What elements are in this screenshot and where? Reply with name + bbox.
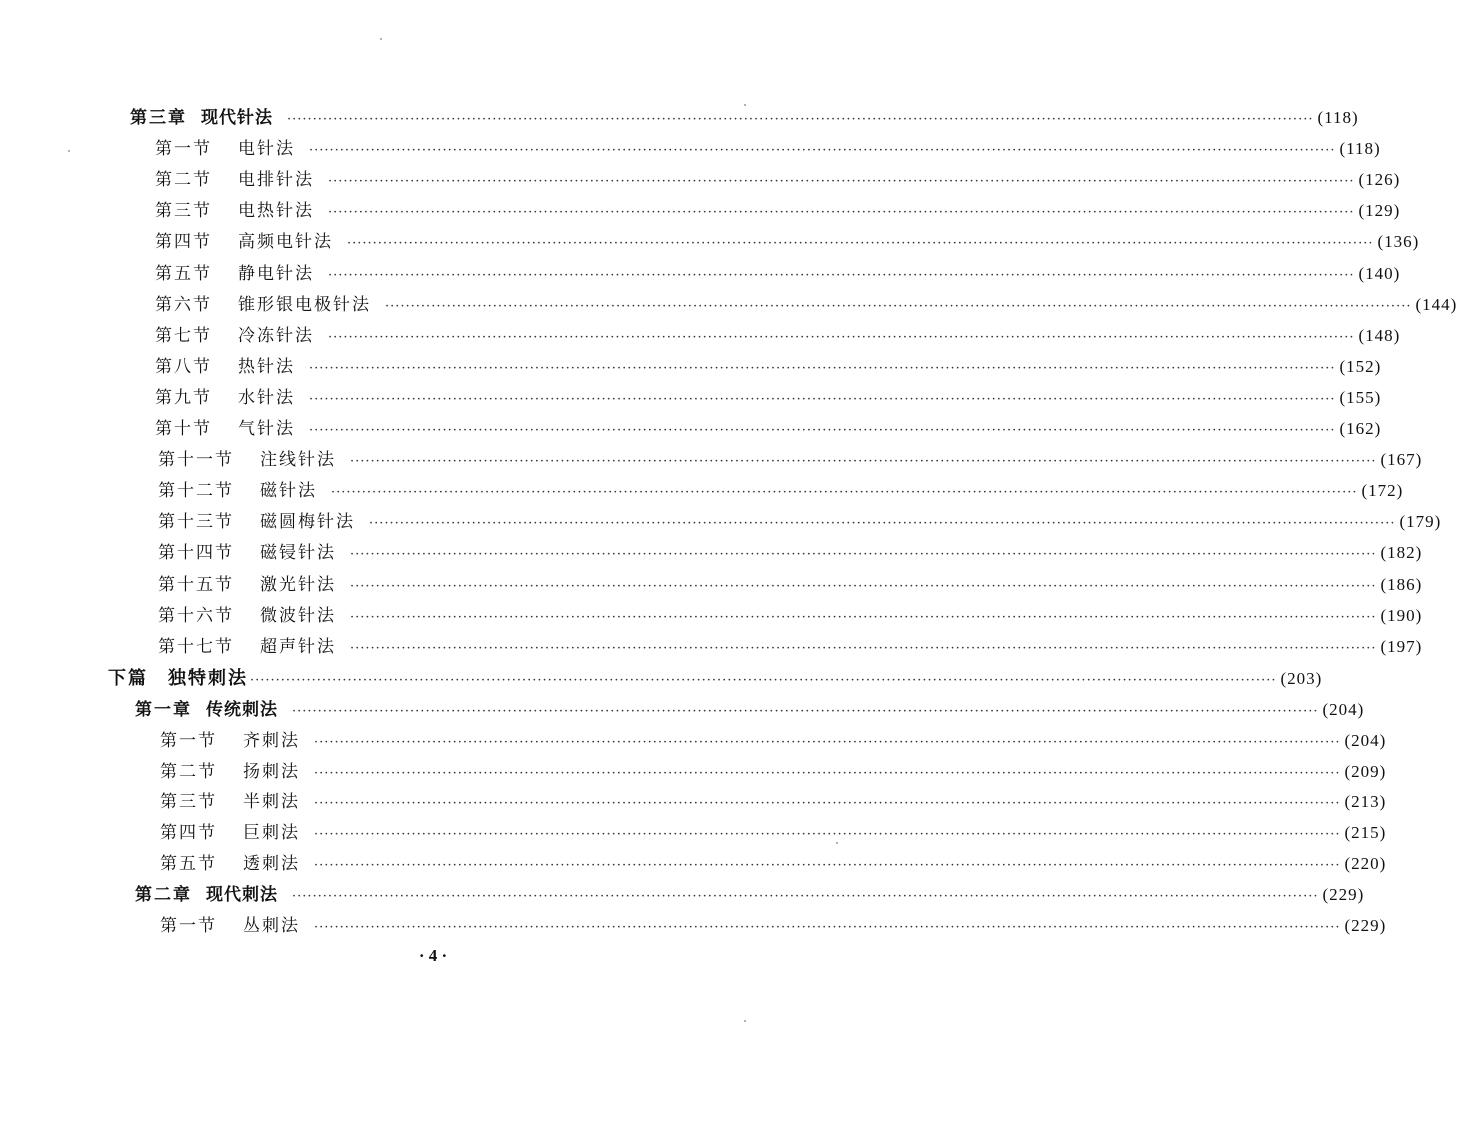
toc-entry-page: (220): [1344, 854, 1387, 873]
toc-entry-number: 第五节: [160, 854, 217, 874]
toc-entry-title: 透刺法: [243, 854, 300, 874]
toc-entry-title: 水针法: [238, 387, 295, 408]
toc-entry-title: 齐刺法: [243, 730, 300, 751]
toc-entry-title: 冷冻针法: [238, 325, 314, 346]
dot-leader: ········································································································································································································: [350, 578, 1377, 594]
toc-entry-page: (215): [1344, 823, 1387, 843]
toc-entry-title: 半刺法: [243, 792, 300, 813]
toc-section-entry[interactable]: [158, 508, 1442, 534]
scan-speck: [68, 150, 70, 152]
toc-section-entry[interactable]: [160, 727, 1387, 753]
dot-leader: ········································································································································································································: [314, 827, 1341, 843]
toc-entry-number: 第三章: [130, 108, 187, 128]
toc-entry-title: 电针法: [238, 139, 295, 160]
dot-leader: ········································································································································································································: [309, 391, 1336, 407]
toc-entry-number: 第十三节: [158, 512, 234, 533]
toc-entry-page: (144): [1415, 294, 1457, 314]
scan-speck: [744, 1020, 746, 1022]
dot-leader: ········································································································································································································: [350, 609, 1377, 625]
toc-entry-title: 气针法: [238, 419, 295, 439]
toc-section-entry[interactable]: [158, 477, 1404, 503]
toc-entry-number: 第一节: [160, 915, 217, 936]
toc-entry-number: 第十二节: [158, 481, 234, 502]
toc-entry-title: 独特刺法: [168, 668, 248, 689]
dot-leader: ········································································································································································································: [292, 888, 1319, 904]
toc-entry-page: (197): [1380, 636, 1423, 656]
toc-entry-number: 第七节: [155, 325, 212, 346]
toc-entry-title: 激光针法: [260, 574, 336, 595]
dot-leader: ········································································································································································································: [347, 236, 1374, 252]
toc-section-entry[interactable]: [155, 135, 1381, 161]
toc-part-entry[interactable]: [108, 665, 1323, 691]
toc-entry-page: (204): [1322, 700, 1365, 719]
dot-leader: ········································································································································································································: [314, 858, 1341, 873]
toc-entry-number: 第六节: [155, 294, 212, 315]
toc-entry-title: 超声针法: [260, 636, 336, 657]
toc-entry-number: 第十五节: [158, 574, 234, 595]
toc-entry-title: 现代刺法: [206, 884, 278, 905]
toc-entry-number: 第一章: [135, 700, 192, 720]
dot-leader: ········································································································································································································: [314, 796, 1341, 812]
toc-entry-page: (152): [1339, 356, 1382, 376]
toc-entry-page: (186): [1380, 574, 1423, 594]
toc-entry-page: (140): [1358, 263, 1401, 283]
toc-entry-number: 第四节: [160, 823, 217, 844]
dot-leader: ········································································································································································································: [287, 112, 1314, 127]
dot-leader: ········································································································································································································: [292, 704, 1319, 719]
toc-entry-number: 第十一节: [158, 450, 234, 471]
toc-entry-number: 第三节: [160, 792, 217, 813]
dot-leader: ········································································································································································································: [328, 329, 1355, 345]
dot-leader: ········································································································································································································: [314, 734, 1341, 750]
toc-entry-number: 第二节: [155, 170, 212, 191]
dot-leader: ········································································································································································································: [250, 673, 1277, 688]
toc-entry-page: (209): [1344, 761, 1387, 781]
toc-section-entry[interactable]: [155, 228, 1420, 254]
scan-speck: [744, 104, 746, 106]
dot-leader: ········································································································································································································: [350, 640, 1377, 656]
toc-entry-number: 第四节: [155, 232, 212, 253]
toc-section-entry[interactable]: [155, 415, 1382, 441]
toc-section-entry[interactable]: [160, 819, 1387, 845]
toc-entry-title: 扬刺法: [243, 761, 300, 782]
toc-entry-page: (162): [1339, 419, 1382, 438]
toc-entry-number: 第九节: [155, 387, 212, 408]
toc-section-entry[interactable]: [155, 384, 1382, 410]
toc-entry-page: (148): [1358, 325, 1401, 345]
dot-leader: ········································································································································································································: [314, 765, 1341, 781]
toc-section-entry[interactable]: [158, 602, 1423, 628]
toc-section-entry[interactable]: [155, 353, 1382, 379]
toc-entry-number: 第十四节: [158, 543, 234, 564]
dot-leader: ········································································································································································································: [328, 267, 1355, 283]
dot-leader: ········································································································································································································: [385, 298, 1412, 314]
toc-entry-page: (213): [1344, 792, 1387, 812]
toc-entry-title: 电排针法: [238, 170, 314, 191]
dot-leader: ········································································································································································································: [309, 360, 1336, 376]
toc-entry-title: 锥形银电极针法: [238, 294, 371, 315]
toc-section-entry[interactable]: [155, 197, 1401, 223]
dot-leader: ········································································································································································································: [309, 423, 1336, 438]
toc-entry-title: 传统刺法: [206, 700, 278, 720]
toc-section-entry[interactable]: [155, 166, 1401, 192]
toc-entry-page: (190): [1380, 605, 1423, 625]
toc-entry-page: (203): [1280, 669, 1323, 688]
toc-section-entry[interactable]: [160, 758, 1387, 784]
toc-section-entry[interactable]: [158, 446, 1423, 472]
scan-speck: [836, 842, 838, 844]
dot-leader: ········································································································································································································: [350, 547, 1377, 563]
toc-entry-page: (167): [1380, 450, 1423, 470]
toc-entry-number: 第一节: [160, 730, 217, 751]
toc-entry-page: (136): [1377, 232, 1420, 252]
toc-section-entry[interactable]: [155, 322, 1401, 348]
toc-section-entry[interactable]: [155, 291, 1457, 317]
toc-entry-page: (118): [1317, 108, 1359, 127]
toc-entry-title: 注线针法: [260, 450, 336, 471]
toc-entry-number: 第二节: [160, 761, 217, 782]
toc-entry-page: (179): [1399, 512, 1442, 532]
toc-entry-title: 磁圆梅针法: [260, 512, 355, 533]
toc-entry-page: (182): [1380, 543, 1423, 563]
toc-section-entry[interactable]: [158, 539, 1423, 565]
toc-entry-title: 丛刺法: [243, 915, 300, 936]
toc-entry-number: 下篇: [108, 668, 148, 689]
dot-leader: ········································································································································································································: [350, 454, 1377, 470]
toc-entry-number: 第十六节: [158, 605, 234, 626]
toc-entry-title: 静电针法: [238, 263, 314, 284]
toc-entry-title: 巨刺法: [243, 823, 300, 844]
toc-entry-title: 电热针法: [238, 201, 314, 222]
toc-entry-page: (118): [1339, 139, 1381, 159]
scan-speck: [380, 38, 382, 40]
toc-entry-title: 磁锓针法: [260, 543, 336, 564]
toc-entry-page: (129): [1358, 201, 1401, 221]
page-number-footer: · 4 ·: [418, 946, 448, 965]
toc-chapter-entry[interactable]: [135, 881, 1365, 907]
toc-entry-page: (155): [1339, 387, 1382, 407]
dot-leader: ········································································································································································································: [331, 485, 1358, 501]
toc-section-entry[interactable]: [158, 571, 1423, 597]
toc-entry-number: 第十节: [155, 419, 212, 439]
toc-entry-number: 第三节: [155, 201, 212, 222]
toc-entry-page: (229): [1322, 884, 1365, 904]
toc-entry-number: 第五节: [155, 263, 212, 284]
toc-entry-title: 现代针法: [201, 108, 273, 128]
toc-entry-number: 第一节: [155, 139, 212, 160]
toc-section-entry[interactable]: [158, 633, 1423, 659]
toc-entry-page: (229): [1344, 915, 1387, 935]
dot-leader: ········································································································································································································: [314, 919, 1341, 935]
toc-entry-page: (126): [1358, 170, 1401, 190]
toc-chapter-entry[interactable]: [135, 696, 1365, 722]
toc-entry-title: 热针法: [238, 356, 295, 377]
toc-section-entry[interactable]: [160, 788, 1387, 814]
toc-entry-title: 微波针法: [260, 605, 336, 626]
toc-section-entry[interactable]: [160, 912, 1387, 938]
toc-entry-title: 磁针法: [260, 481, 317, 502]
toc-section-entry[interactable]: [155, 260, 1401, 286]
toc-entry-page: (204): [1344, 730, 1387, 750]
toc-entry-number: 第二章: [135, 884, 192, 905]
toc-entry-number: 第十七节: [158, 636, 234, 657]
dot-leader: ········································································································································································································: [309, 143, 1336, 159]
toc-entry-page: (172): [1361, 481, 1404, 501]
toc-entry-number: 第八节: [155, 356, 212, 377]
dot-leader: ········································································································································································································: [328, 205, 1355, 221]
dot-leader: ········································································································································································································: [369, 516, 1396, 532]
toc-entry-title: 高频电针法: [238, 232, 333, 253]
toc-section-entry[interactable]: [160, 850, 1387, 876]
dot-leader: ········································································································································································································: [328, 174, 1355, 190]
toc-chapter-entry[interactable]: [130, 104, 1359, 130]
